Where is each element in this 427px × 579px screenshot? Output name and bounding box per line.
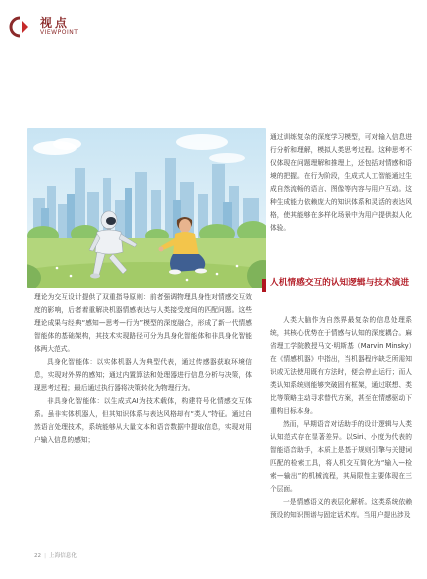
section-title: 视点: [40, 16, 71, 30]
section-heading: 人机情感交互的认知逻辑与技术演进: [270, 278, 409, 288]
paragraph: 非具身化智能体：以生成式AI为技术载体，构建符号化情感交互体系。虽非实体机器人，但其知识体系与表达风格却有“类人”特征。通过自然语言处理技术，系统能够从大量文本和语音数据中提取信息，实现对用户输入信息的感知；: [34, 397, 252, 444]
column-logo-icon: [8, 15, 32, 39]
illustration-art: [27, 128, 266, 288]
footer-separator: |: [44, 553, 47, 559]
paragraph: 一是情感语义的表层化解析。这类系统依赖预设的知识图谱与固定话术库。当用户提出涉及: [270, 498, 412, 519]
page-header: [0, 14, 427, 42]
paragraph: 理论为交互设计提供了双重指导原则：前者强调物理具身性对情感交互效度的影响，后者着重解决机器情感表达与人类接受度间的匹配问题。这些理论成果与经典“感知—思考—行为”模型的深度融合，形成了新一代情感智能体的基础架构，其技术实现路径可分为具身化智能体和非具身化智能体两大范式。: [34, 293, 252, 353]
page-number: 22: [34, 553, 42, 559]
paragraph: 具身化智能体：以实体机器人为典型代表，通过传感器获取环境信息，实现对外界的感知；通过内置算法和处理器进行信息分析与决策，体现思考过程；最后通过执行器将决策转化为物理行为。: [34, 358, 252, 392]
publication-name: 上海信息化: [49, 553, 77, 559]
section-subtitle: VIEWPOINT: [40, 29, 79, 36]
right-column-top: [270, 131, 412, 235]
right-column-bottom: [270, 314, 412, 522]
paragraph: 人类大脑作为自然界最复杂的信息处理系统，其核心优势在于情感与认知的深度耦合。麻省理工学院教授马文·明斯基（Marvin Minsky）在《情感机器》中指出，当机器程序缺乏所需知识或无法使用既有方法时，便会停止运行；而人类认知系统则能够突破固有框架，通过联想、类比等策略主动寻求替代方案，甚至在情感驱动下重构目标本身。: [270, 316, 412, 415]
heading-accent-bar: [262, 279, 266, 292]
paragraph: 然而，早期语音对话助手的设计逻辑与人类认知范式存在显著差异。以Siri、小度为代表的智能语音助手，本质上是基于规则引擎与关键词匹配的检索工具，将人机交互简化为“输入—检索—输出”的机械流程，其局限性主要体现在三个层面。: [270, 420, 412, 493]
paragraph: 通过训练复杂的深度学习模型，可对输入信息进行分析和理解，模拟人类思考过程。这种思考不仅体现在问题理解和推理上，还包括对情感和语境的把握。在行为阶段，生成式人工智能通过生成自然流畅的语言、图像等内容与用户互动。这种生成能力依赖庞大的知识体系和灵活的表达风格，使其能够在多样化场景中为用户提供拟人化体验。: [270, 133, 412, 232]
left-column: [34, 291, 252, 447]
page-footer: [34, 551, 77, 559]
robot-human-illustration: [27, 128, 266, 288]
